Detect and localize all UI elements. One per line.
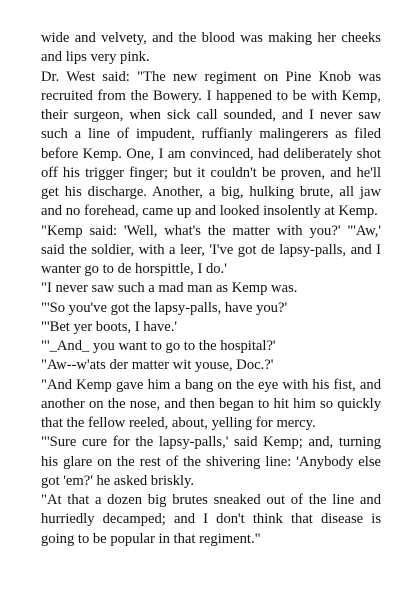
document-page	[41, 29, 381, 549]
paragraph: Dr. West said: "The new regiment on Pine Knob was recruited from the Bowery. I happened to be with Kemp, their surgeon, when sick call sounded, and I never saw such a line of impudent, ruffianly malingerers as filed before Kemp. One, I am convinced, had deliberately shot off his trigger finger; but it couldn't be proven, and he'll get his discharge. Another, a big, hulking brute, all jaw and no forehead, came up and looked insolently at Kemp.	[41, 68, 381, 220]
paragraph: "'So you've got the lapsy-palls, have you?'	[41, 299, 288, 316]
paragraph: "'Bet yer boots, I have.'	[41, 318, 178, 335]
paragraph: "I never saw such a mad man as Kemp was.	[41, 280, 298, 297]
paragraph: "Kemp said: 'Well, what's the matter with you?' "'Aw,' said the soldier, with a leer, 'I've got de lapsy-palls, and I wanter go to de horspittle, I do.'	[41, 222, 381, 277]
paragraph: "And Kemp gave him a bang on the eye with his fist, and another on the nose, and then began to hit him so quickly that the fellow reeled, about, yelling for mercy.	[41, 376, 381, 431]
paragraph: "Aw--w'ats der matter wit youse, Doc.?'	[41, 357, 274, 374]
paragraph: "'Sure cure for the lapsy-palls,' said Kemp; and, turning his glare on the rest of the shivering line: 'Anybody else got 'em?' he asked briskly.	[41, 434, 381, 489]
paragraph: wide and velvety, and the blood was making her cheeks and lips very pink.	[41, 30, 381, 66]
paragraph: "'_And_ you want to go to the hospital?'	[41, 338, 276, 354]
paragraph: "At that a dozen big brutes sneaked out of the line and hurriedly decamped; and I don't think that disease is going to be popular in that regiment."	[41, 492, 381, 547]
